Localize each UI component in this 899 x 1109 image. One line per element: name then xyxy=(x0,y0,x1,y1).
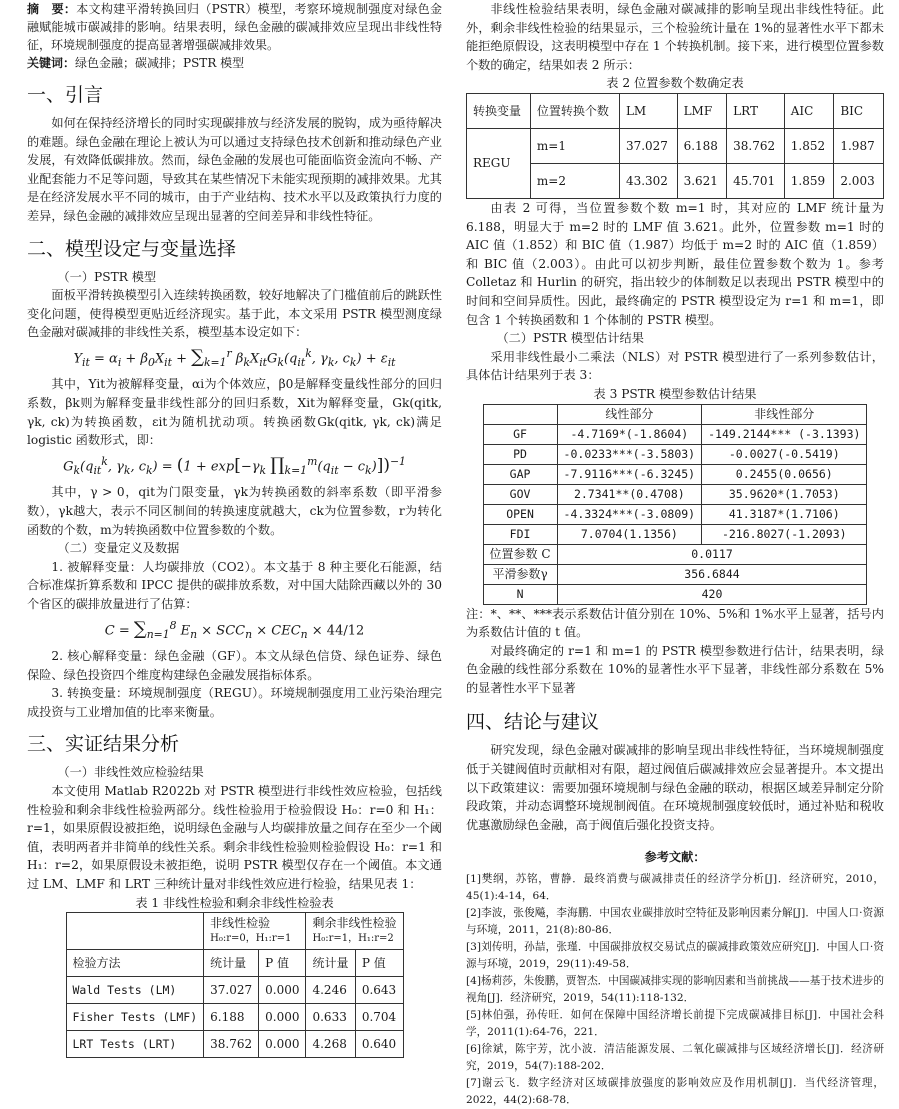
table-cell: -7.9116***(-6.3245) xyxy=(557,464,702,484)
left-column xyxy=(27,0,442,1058)
table-row xyxy=(483,564,867,584)
table-row xyxy=(467,128,884,163)
table-header: 检验方法 xyxy=(66,950,204,977)
model-paragraph-1: 面板平滑转换模型引入连续转换函数，较好地解决了门槛值前后的跳跃性变化问题，使得模型更贴近经济现实。基于此，本文采用 PSTR 模型测度绿色金融对碳减排的非线性关系，模型基本设定如下： xyxy=(27,288,442,340)
table-cell: REGU xyxy=(467,128,531,198)
table-header: 统计量 xyxy=(204,950,259,977)
table-row xyxy=(483,544,867,564)
table-header xyxy=(483,404,557,424)
table-row xyxy=(483,484,867,504)
table-cell: 41.3187*(1.7106) xyxy=(702,504,867,524)
table-cell: 37.027 xyxy=(619,128,677,163)
reference-item: [4]杨莉莎，朱俊鹏，贾智杰．中国碳减排实现的影响因素和当前挑战——基于技术进步的视角[J]．经济研究，2019，54(11):118-132． xyxy=(466,975,884,1005)
table-cell: -0.0027(-0.5419) xyxy=(702,444,867,464)
table-row xyxy=(66,1031,403,1058)
abstract-text: 本文构建平滑转换回归（PSTR）模型，考察环境规制强度对绿色金融赋能城市碳减排的影响。结果表明，绿色金融的碳减排效应呈现出非线性特征，环境规制强度的提高显著增强碳减排效果。 xyxy=(27,2,442,52)
table-cell: 7.0704(1.1356) xyxy=(557,524,702,544)
reference-item: [1]樊纲，苏铭，曹静．最终消费与碳减排责任的经济学分析[J]．经济研究，2010，45(1):4-14，64． xyxy=(466,873,884,903)
table-cell: 0.000 xyxy=(259,1004,306,1031)
table-cell: 0.000 xyxy=(259,1031,306,1058)
table-cell: m=2 xyxy=(530,163,619,198)
table1-group2-label: 剩余非线性检验 xyxy=(312,916,397,931)
right-column xyxy=(466,0,884,1109)
reference-item: [3]刘传明，孙喆，张瑾．中国碳排放权交易试点的碳减排政策效应研究[J]．中国人口·资源与环境，2019，29(11):49-58． xyxy=(466,941,884,971)
table-cell: PD xyxy=(483,444,557,464)
table-cell: -216.8027(-1.2093) xyxy=(702,524,867,544)
table-row xyxy=(483,464,867,484)
table-header: 统计量 xyxy=(306,950,355,977)
reference-item: [2]李波，张俊飚，李海鹏．中国农业碳排放时空特征及影响因素分解[J]．中国人口·资源与环境，2011，21(8):80-86． xyxy=(466,907,884,937)
pstr-equation: $Y_{it} = \alpha_i + \beta_0X_{it} + \sum_{k=1}^r$ $\beta_kX_{it}G_k(q_{it}^k$, $\gamma_k$, $c_k) + \varepsilon_{it}$ xyxy=(73,346,396,369)
table-cell: 4.268 xyxy=(306,1031,355,1058)
table-cell: OPEN xyxy=(483,504,557,524)
intro-paragraph: 如何在保持经济增长的同时实现碳排放与经济发展的脱钩，成为亟待解决的难题。绿色金融在理论上被认为可以通过支持绿色技术创新和推动绿色产业发展，有效降低碳排放。然而，绿色金融的发展也可能面临资金流向不畅、产业配套能力不足等问题，导致其在某些情况下未能实现预期的减排效果。尤其是在经济发展水平不同的城市，由于产业结构、技术水平以及政策执行力度的差异，绿色金融的减排效应呈现出显著的空间差异和非线性特征。 xyxy=(27,116,442,223)
table-cell: 420 xyxy=(557,584,867,604)
table-cell: -4.7169*(-1.8604) xyxy=(557,424,702,444)
table-cell: 38.762 xyxy=(727,128,785,163)
table-cell: 3.621 xyxy=(677,163,727,198)
table-cell: 0.0117 xyxy=(557,544,867,564)
model-paragraph-2: 其中，Yit为被解释变量，αi为个体效应，β0是解释变量线性部分的回归系数，βk则为解释变量非线性部分的回归系数，Xit为解释变量，Gk(qitk, γk, ck)为转换函数，εit为随机扰动项。转换函数Gk(qitk, γk, ck)满足logistic 函数形式，即： xyxy=(27,377,442,448)
section-heading-results: 三、实证结果分析 xyxy=(27,733,180,756)
table-row xyxy=(483,584,867,604)
reference-item: [7]谢云飞．数字经济对区域碳排放强度的影响效应及作用机制[J]．当代经济管理，2022，44(2):68-78． xyxy=(466,1077,884,1107)
results-paragraph-5: 对最终确定的 r=1 和 m=1 的 PSTR 模型参数进行估计，结果表明，绿色金融的线性部分系数在 10%的显著性水平下显著，非线性部分系数在 5%的显著性水平下显著 xyxy=(466,643,884,695)
table-row xyxy=(467,93,884,128)
keywords-label: 关键词： xyxy=(27,56,76,70)
table-header: 非线性部分 xyxy=(702,404,867,424)
results-paragraph-2: 非线性检验结果表明，绿色金融对碳减排的影响呈现出非线性特征。此外，剩余非线性检验的结果显示，三个检验统计量在 1%的显著性水平下都未能拒绝原假设，这表明模型中存在 1 个转换机制。接下来，进行模型位置参数个数的确定，结果如表 2 所示： xyxy=(466,2,884,72)
table1-group1-label: 非线性检验 xyxy=(210,916,271,931)
variable-transition: 3. 转换变量：环境规制强度（REGU）。环境规制强度用工业污染治理完成投资与工业增加值的比率来衡量。 xyxy=(27,686,442,719)
table-cell: 43.302 xyxy=(619,163,677,198)
table-header: P 值 xyxy=(259,950,306,977)
table-header: BIC xyxy=(834,93,884,128)
variable-dependent: 1. 被解释变量：人均碳排放（CO2）。本文基于 8 种主要化石能源，结合标准煤折算系数和 IPCC 提供的碳排放系数，对中国大陆除西藏以外的 30 个省区的碳排放量进行了估算： xyxy=(27,559,442,611)
table3-note: 注：*、**、***表示系数估计值分别在 10%、5%和 1%水平上显著，括号内为系数估计值的 t 值。 xyxy=(466,606,884,640)
table-header: AIC xyxy=(784,93,834,128)
table2-caption: 表 2 位置参数个数确定表 xyxy=(606,76,744,91)
table-header: LMF xyxy=(677,93,727,128)
table-cell xyxy=(66,913,204,950)
table-row xyxy=(483,524,867,544)
table-cell: 1.852 xyxy=(784,128,834,163)
references-list xyxy=(466,871,884,1109)
conclusion-paragraph: 研究发现，绿色金融对碳减排的影响呈现出非线性特征，当环境规制强度低于关键阀值时贡献相对有限，超过阀值后碳减排效应会显著提升。本文提出以下政策建议：需要加强环境规制与绿色金融的联动，根据区域差异制定分阶段政策，并动态调整环境规制阀值。在环境规制强度较低时，通过补贴和税收优惠激励绿色金融，高于阀值后强化投资支持。 xyxy=(466,743,884,832)
table-cell: 0.2455(0.0656) xyxy=(702,464,867,484)
results-paragraph-3: 由表 2 可得，当位置参数个数 m=1 时，其对应的 LMF 统计量为 6.188，明显大于 m=2 时的 LMF 值 3.621。此外，位置参数 m=1 时的 AIC 值（1.852）和 BIC 值（1.987）均低于 m=2 时的 AIC 值（1.859）和 BIC 值（2.003）。由此可以初步判断，最佳位置参数个数为 1。参考 Colletaz 和 Hurlin 的研究，指出较少的体制数足以表现出 PSTR 模型中的时间和空间异质性。因此，最终确定的 PSTR 模型设定为 r=1 和 m=1，即包含 1 个转换函数和 1 个体制的 PSTR 模型。 xyxy=(466,200,884,327)
section-heading-conclusion: 四、结论与建议 xyxy=(466,711,600,734)
table-row xyxy=(483,504,867,524)
table-header: 转换变量 xyxy=(467,93,531,128)
table-cell: 45.701 xyxy=(727,163,785,198)
table1-group1 xyxy=(204,913,306,950)
section-heading-intro: 一、引言 xyxy=(27,84,104,106)
table-header: LRT xyxy=(727,93,785,128)
table-cell: 1.987 xyxy=(834,128,884,163)
subsection-variables: （二）变量定义及数据 xyxy=(57,541,180,556)
table-cell: 356.6844 xyxy=(557,564,867,584)
table-row xyxy=(66,1004,403,1031)
table-header: 线性部分 xyxy=(557,404,702,424)
table-row xyxy=(66,950,403,977)
table-cell: 1.859 xyxy=(784,163,834,198)
table-cell: 0.000 xyxy=(259,977,306,1004)
table-cell: 2.003 xyxy=(834,163,884,198)
table-cell: Wald Tests (LM) xyxy=(66,977,204,1004)
section-heading-model: 二、模型设定与变量选择 xyxy=(27,237,237,260)
table-cell: 2.7341**(0.4708) xyxy=(557,484,702,504)
reference-item: [6]徐斌，陈宇芳，沈小波．清洁能源发展、二氧化碳减排与区域经济增长[J]．经济研究，2019，54(7):188-202． xyxy=(466,1043,884,1073)
table-cell: 37.027 xyxy=(204,977,259,1004)
table-cell: -4.3324***(-3.0809) xyxy=(557,504,702,524)
table2-location-params xyxy=(466,93,884,199)
model-paragraph-3: 其中，γ > 0，qit为门限变量，γk为转换函数的斜率系数（即平滑参数），γk越大，表示不同区制间的转换速度就越大，ck为位置参数，r为转化函数的个数，m为转换函数中位置参数的个数。 xyxy=(27,485,442,537)
keywords xyxy=(27,54,442,72)
table-cell: 0.643 xyxy=(355,977,403,1004)
table-cell: 35.9620*(1.7053) xyxy=(702,484,867,504)
table-cell: 0.633 xyxy=(306,1004,355,1031)
keywords-text: 绿色金融；碳减排；PSTR 模型 xyxy=(75,56,245,70)
table-cell: 0.640 xyxy=(355,1031,403,1058)
table-header: LM xyxy=(619,93,677,128)
table-cell: 位置参数 C xyxy=(483,544,557,564)
table-cell: -0.0233***(-3.5803) xyxy=(557,444,702,464)
table-cell: 38.762 xyxy=(204,1031,259,1058)
table-cell: 平滑参数γ xyxy=(483,564,557,584)
subsection-pstr-model: （一）PSTR 模型 xyxy=(57,269,157,284)
variable-core: 2. 核心解释变量：绿色金融（GF）。本文从绿色信贷、绿色证券、绿色保险、绿色投资四个维度构建绿色金融发展指标体系。 xyxy=(27,649,442,682)
table-cell: 0.704 xyxy=(355,1004,403,1031)
reference-item: [5]林伯强，孙传旺．如何在保障中国经济增长前提下完成碳减排目标[J]．中国社会科学，2011(1):64-76，221． xyxy=(466,1009,884,1039)
references-title: 参考文献： xyxy=(644,850,706,865)
table1-group2-hypothesis: H₀:r=1，H₁:r=2 xyxy=(312,933,394,945)
table3-pstr-estimates xyxy=(483,404,868,605)
table-row xyxy=(483,444,867,464)
table-cell: 6.188 xyxy=(677,128,727,163)
table-cell: Fisher Tests (LMF) xyxy=(66,1004,204,1031)
table1-group1-hypothesis: H₀:r=0，H₁:r=1 xyxy=(210,933,292,945)
table-header: P 值 xyxy=(355,950,403,977)
logistic-equation: $G_k(q_{it}^k$, $\gamma_k$, $c_k) = (1 + \exp[-\gamma_k$ $\prod_{k=1}^m(q_{it} - c_k)])^{-1}$ xyxy=(63,454,406,477)
table-cell: LRT Tests (LRT) xyxy=(66,1031,204,1058)
table-cell: GAP xyxy=(483,464,557,484)
abstract-label: 摘 要： xyxy=(27,2,77,16)
table-row xyxy=(483,404,867,424)
results-paragraph-1: 本文使用 Matlab R2022b 对 PSTR 模型进行非线性效应检验，包括线性检验和剩余非线性检验两部分。线性检验用于检验假设 H₀：r=0 和 H₁：r=1，如果原假设被拒绝，说明绿色金融与人均碳排放量之间存在至少一个阈值，表明两者并非简单的线性关系。剩余非线性检验则检验假设 H₀：r=1 和 H₁：r=2，如果原假设未被拒绝，说明 PSTR 模型仅存在一个阈值。本文通过 LM、LMF 和 LRT 三种统计量对非线性效应进行检验，结果见表 1： xyxy=(27,783,442,891)
subsection-nonlinear-test: （一）非线性效应检验结果 xyxy=(57,765,204,780)
carbon-equation: $C = \sum_{n=1}^8$ $E_n \times SCC_n \times CEC_n \times 44/12$ xyxy=(104,617,365,641)
table-cell: N xyxy=(483,584,557,604)
table1-nonlinear-tests xyxy=(66,912,404,1058)
table-header: 位置转换个数 xyxy=(530,93,619,128)
table-cell: 4.246 xyxy=(306,977,355,1004)
table-cell: GOV xyxy=(483,484,557,504)
table-cell: -149.2144*** (-3.1393) xyxy=(702,424,867,444)
table-cell: FDI xyxy=(483,524,557,544)
table1-group2 xyxy=(306,913,403,950)
table-cell: 6.188 xyxy=(204,1004,259,1031)
table-row xyxy=(483,424,867,444)
table1-caption: 表 1 非线性检验和剩余非线性检验表 xyxy=(135,895,334,910)
table-row xyxy=(66,913,403,950)
subsection-estimation: （二）PSTR 模型估计结果 xyxy=(496,331,644,346)
abstract xyxy=(27,0,442,54)
table3-caption: 表 3 PSTR 模型参数估计结果 xyxy=(593,386,757,401)
results-paragraph-4: 采用非线性最小二乘法（NLS）对 PSTR 模型进行了一系列参数估计，具体估计结果列于表 3： xyxy=(466,349,884,383)
table-cell: m=1 xyxy=(530,128,619,163)
table-cell: GF xyxy=(483,424,557,444)
